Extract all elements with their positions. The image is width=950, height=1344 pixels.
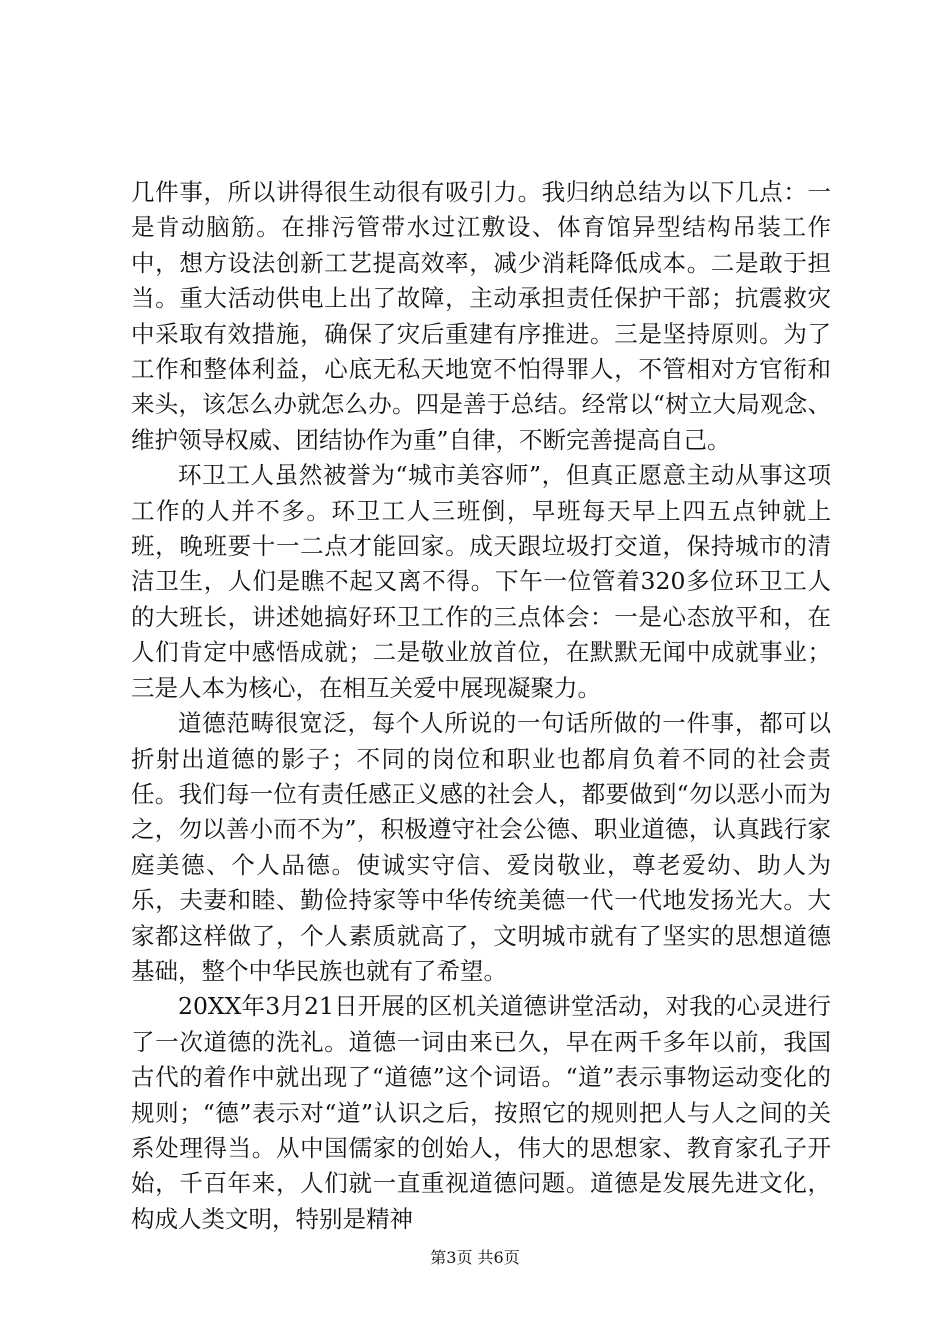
paragraph-morality-lecture: 20XX年3月21日开展的区机关道德讲堂活动，对我的心灵进行了一次道德的洗礼。道德一词由来已久，早在两千多年以前，我国古代的着作中就出现了“道德”这个词语。“道”表示事物运动变化的规则；“德”表示对“道”认识之后，按照它的规则把人与人之间的关系处理得当。从中国儒家的创始人，伟大的思想家、教育家孔子开始，千百年来，人们就一直重视道德问题。道德是发展先进文化，构成人类文明，特别是精神 <box>131 992 831 1233</box>
paragraph-sanitation-workers: 环卫工人虽然被誉为“城市美容师”，但真正愿意主动从事这项工作的人并不多。环卫工人三班倒，早班每天早上四五点钟就上班，晚班要十一二点才能回家。成天跟垃圾打交道，保持城市的清洁卫生，人们是瞧不起又离不得。下午一位管着320多位环卫工人的大班长，讲述她搞好环卫工作的三点体会：一是心态放平和，在人们肯定中感悟成就；二是敬业放首位，在默默无闻中成就事业；三是人本为核心，在相互关爱中展现凝聚力。 <box>131 461 831 702</box>
page-footer: 第3页 共6页 <box>430 1248 520 1267</box>
document-body <box>131 175 831 1237</box>
paragraph-morality-scope: 道德范畴很宽泛，每个人所说的一句话所做的一件事，都可以折射出道德的影子；不同的岗位和职业也都肩负着不同的社会责任。我们每一位有责任感正义感的社会人，都要做到“勿以恶小而为之，勿以善小而不为”，积极遵守社会公德、职业道德，认真践行家庭美德、个人品德。使诚实守信、爱岗敬业，尊老爱幼、助人为乐，夫妻和睦、勤俭持家等中华传统美德一代一代地发扬光大。大家都这样做了，个人素质就高了，文明城市就有了坚实的思想道德基础，整个中华民族也就有了希望。 <box>131 709 831 985</box>
paragraph-continuation: 几件事，所以讲得很生动很有吸引力。我归纳总结为以下几点：一是肯动脑筋。在排污管带水过江敷设、体育馆异型结构吊装工作中，想方设法创新工艺提高效率，减少消耗降低成本。二是敢于担当。重大活动供电上出了故障，主动承担责任保护干部；抗震救灾中采取有效措施，确保了灾后重建有序推进。三是坚持原则。为了工作和整体利益，心底无私天地宽不怕得罪人，不管相对方官衔和来头，该怎么办就怎么办。四是善于总结。经常以“树立大局观念、维护领导权威、团结协作为重”自律，不断完善提高自己。 <box>131 178 831 454</box>
